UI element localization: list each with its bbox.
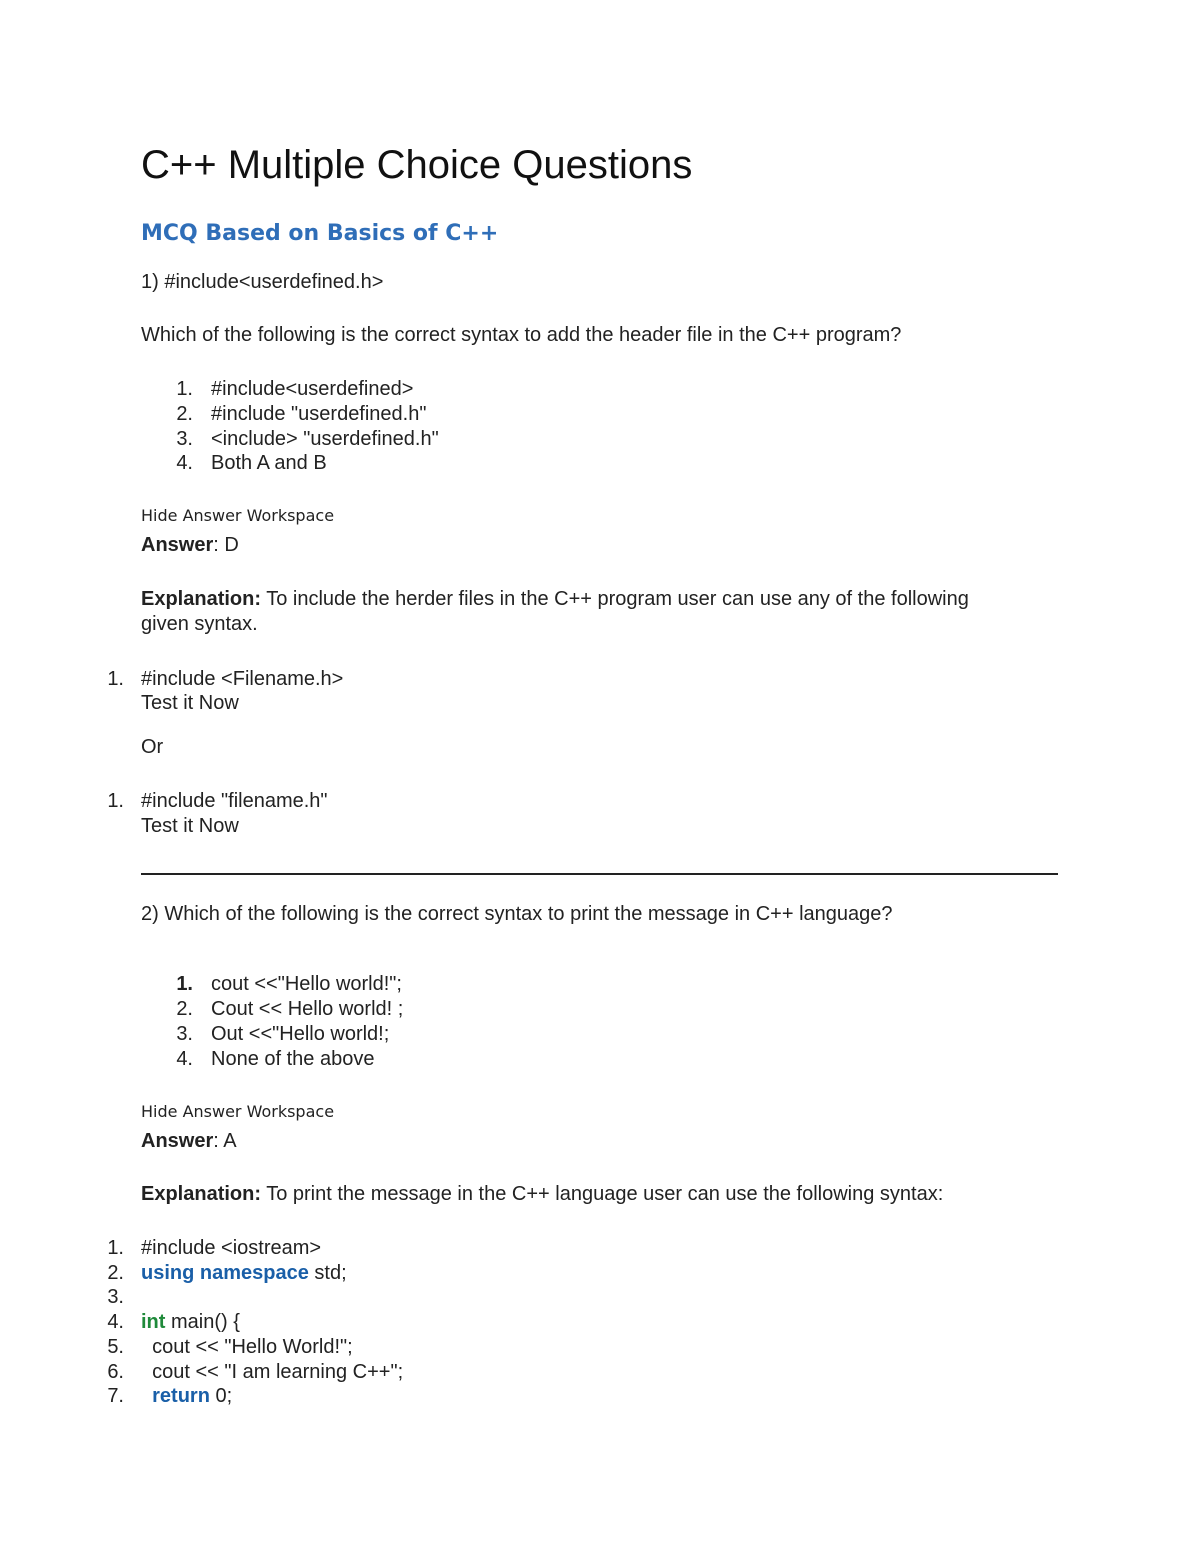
divider (141, 873, 1058, 875)
option-number: 1. (176, 378, 193, 400)
option-text: Cout << Hello world! ; (211, 998, 404, 1020)
hide-answer-link[interactable]: Hide Answer Workspace (141, 506, 335, 525)
code-line-number: 3. (107, 1286, 124, 1308)
code-line (141, 1360, 403, 1384)
code-line-number: 6. (107, 1361, 124, 1383)
explanation-2 (141, 1182, 943, 1206)
option-text: Out <<"Hello world!; (211, 1023, 390, 1045)
code-text: 0; (209, 1385, 233, 1407)
code-line-number: 2. (107, 1262, 124, 1284)
code-line: #include <Filename.h> (141, 668, 344, 690)
code-text: cout << "I am learning C++"; (141, 1361, 404, 1383)
option-text: Both A and B (211, 452, 327, 474)
question-1-text: Which of the following is the correct syntax to add the header file in the C++ program? (141, 324, 902, 346)
code-keyword: int (141, 1311, 166, 1333)
option-number: 3. (176, 428, 193, 450)
question-2-text: 2) Which of the following is the correct syntax to print the message in C++ language? (141, 903, 893, 925)
question-1-heading: 1) #include<userdefined.h> (141, 271, 384, 293)
option-number: 4. (176, 1048, 193, 1070)
option-text: None of the above (211, 1048, 375, 1070)
code-line-number: 1. (107, 790, 124, 812)
code-keyword: return (152, 1385, 210, 1407)
code-line-number: 1. (107, 1237, 124, 1259)
code-line (141, 1384, 232, 1408)
code-text (141, 1385, 152, 1407)
code-text: #include <iostream> (141, 1237, 322, 1259)
option-number: 2. (176, 998, 193, 1020)
hide-answer-link[interactable]: Hide Answer Workspace (141, 1102, 335, 1121)
explanation-1 (141, 587, 969, 611)
explanation-label: Explanation: (141, 588, 262, 610)
option-text: #include<userdefined> (211, 378, 414, 400)
answer-label: Answer (141, 1130, 214, 1152)
test-it-now-link[interactable]: Test it Now (141, 692, 239, 714)
option-number: 1. (176, 973, 193, 995)
code-keyword: using namespace (141, 1262, 309, 1284)
explanation-label: Explanation: (141, 1183, 262, 1205)
answer-value: : D (213, 534, 239, 556)
code-text: main() { (165, 1311, 240, 1333)
option-number: 2. (176, 403, 193, 425)
answer-label: Answer (141, 534, 214, 556)
or-text: Or (141, 736, 164, 758)
explanation-1-continued: given syntax. (141, 613, 258, 635)
option-number: 4. (176, 452, 193, 474)
answer-1 (141, 533, 239, 557)
answer-2 (141, 1129, 237, 1153)
option-text: #include "userdefined.h" (211, 403, 427, 425)
explanation-text: To include the herder files in the C++ program user can use any of the following (261, 588, 969, 610)
code-line (141, 1261, 347, 1285)
option-number: 3. (176, 1023, 193, 1045)
code-text: cout << "Hello World!"; (141, 1336, 353, 1358)
code-text: std; (308, 1262, 347, 1284)
test-it-now-link[interactable]: Test it Now (141, 815, 239, 837)
section-heading: MCQ Based on Basics of C++ (141, 221, 499, 246)
explanation-text: To print the message in the C++ language user can use the following syntax: (261, 1183, 944, 1205)
answer-value: : A (213, 1130, 237, 1152)
code-line-number: 5. (107, 1336, 124, 1358)
code-line-number: 1. (107, 668, 124, 690)
code-line: #include "filename.h" (141, 790, 328, 812)
code-line-number: 4. (107, 1311, 124, 1333)
page-title: C++ Multiple Choice Questions (141, 143, 693, 187)
code-line (141, 1236, 321, 1260)
code-line (141, 1310, 240, 1334)
option-text: <include> "userdefined.h" (211, 428, 439, 450)
option-text: cout <<"Hello world!"; (211, 973, 402, 995)
code-line (141, 1335, 353, 1359)
code-line-number: 7. (107, 1385, 124, 1407)
